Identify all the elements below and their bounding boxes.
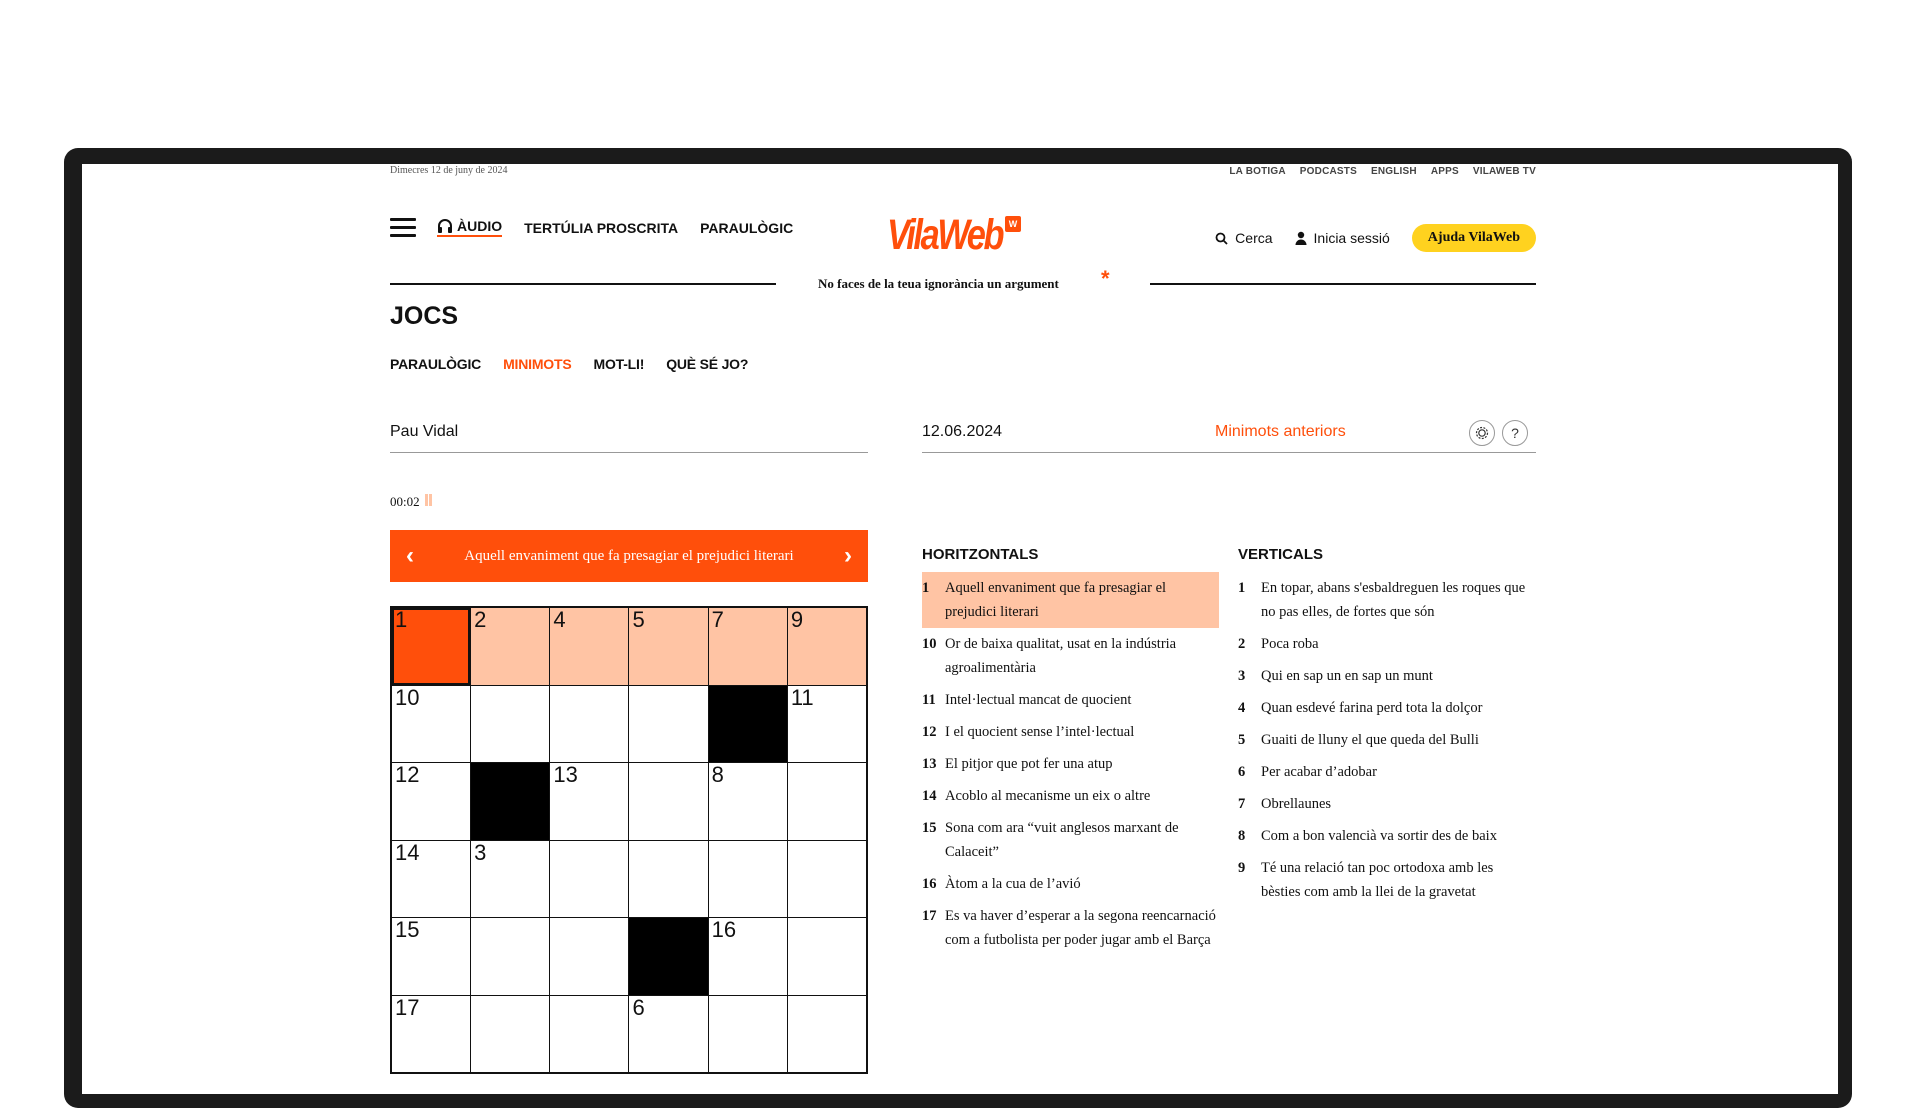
cell-number: 5 (632, 607, 645, 632)
grid-cell[interactable] (629, 996, 707, 1073)
clue-text: Per acabar d’adobar (1261, 764, 1377, 780)
clue-number: 8 (1238, 828, 1246, 844)
cell-number: 9 (790, 607, 804, 632)
nav-audio[interactable] (437, 218, 502, 237)
grid-cell-black (709, 686, 787, 763)
grid-cell[interactable] (471, 918, 549, 995)
donate-button[interactable]: Ajuda VilaWeb (1412, 224, 1536, 252)
clue-number: 1 (1238, 580, 1246, 596)
clue-item[interactable] (922, 748, 1219, 780)
puzzle-author: Pau Vidal (390, 423, 459, 440)
tab-minimots[interactable]: MINIMOTS (503, 356, 572, 372)
grid-cell[interactable] (392, 918, 470, 995)
grid-cell[interactable] (392, 996, 470, 1073)
page (390, 164, 1536, 1094)
grid-cell[interactable] (629, 686, 707, 763)
clue-text: Àtom a la cua de l’avió (945, 876, 1081, 892)
clue-number: 12 (922, 724, 937, 740)
grid-cell[interactable] (471, 686, 549, 763)
clue-number: 2 (1238, 636, 1246, 652)
clue-item[interactable] (1238, 756, 1536, 788)
clue-item[interactable] (1238, 852, 1536, 908)
clue-number: 5 (1238, 732, 1246, 748)
clue-number: 6 (1238, 764, 1246, 780)
cell-number: 10 (395, 684, 420, 710)
clue-number: 4 (1238, 700, 1246, 716)
grid-cell-black (629, 918, 707, 995)
horizontal-clues-title: HORITZONTALS (922, 546, 1039, 563)
current-date: Dimecres 12 de juny de 2024 (390, 165, 508, 176)
cell-number: 13 (553, 762, 578, 787)
vertical-clues (1238, 546, 1536, 908)
clue-item[interactable] (922, 780, 1219, 812)
clue-text: Guaiti de lluny el que queda del Bulli (1261, 732, 1479, 748)
games-tabs (390, 356, 748, 372)
user-icon (1295, 231, 1307, 245)
headphones-icon (437, 219, 453, 234)
next-clue-arrow-icon[interactable]: › (843, 542, 852, 569)
login-label: Inicia sessió (1313, 230, 1390, 246)
clue-text: Té una relació tan poc ortodoxa amb les bèsties com amb la llei de la gravetat (1261, 860, 1494, 900)
logo-text: VilaWeb (887, 211, 1003, 259)
clue-number: 3 (1238, 668, 1246, 684)
grid-cell[interactable] (550, 686, 628, 763)
clue-text: Aquell envaniment que fa presagiar el prejudici literari (945, 580, 1167, 620)
grid-cell[interactable] (788, 996, 866, 1073)
grid-cell[interactable] (709, 996, 787, 1073)
cell-number: 12 (395, 762, 420, 787)
current-clue-bar (390, 530, 868, 582)
grid-cell[interactable] (550, 996, 628, 1073)
nav-right (1215, 224, 1536, 252)
cell-number: 3 (474, 839, 487, 865)
vertical-clues-title: VERTICALS (1238, 546, 1324, 563)
top-links (1229, 166, 1536, 177)
tagline-rule-right (1150, 283, 1536, 285)
clue-text: Or de baixa qualitat, usat en la indústria agroalimentària (945, 636, 1177, 676)
crossword-grid (390, 606, 868, 1074)
timer-value: 00:02 (390, 494, 420, 509)
clue-number: 14 (922, 788, 937, 804)
timer (390, 494, 432, 510)
grid-cell[interactable] (550, 763, 628, 840)
question-icon: ? (1511, 425, 1519, 441)
grid-cell[interactable] (392, 686, 470, 763)
clue-item[interactable] (922, 900, 1219, 956)
nav-links (437, 218, 793, 237)
main-nav (390, 210, 1536, 259)
top-link-english[interactable]: ENGLISH (1370, 166, 1417, 177)
clue-number: 15 (922, 820, 937, 836)
grid-cell[interactable] (788, 686, 866, 763)
clue-number: 11 (922, 692, 936, 708)
cell-number: 6 (632, 994, 645, 1020)
clue-text: Poca roba (1261, 636, 1319, 652)
tagline-row (390, 266, 1536, 296)
clue-number: 13 (922, 756, 937, 772)
date-divider (922, 452, 1536, 453)
tab-paraulogic[interactable]: PARAULÒGIC (390, 356, 482, 372)
cell-number: 16 (711, 917, 737, 942)
clue-text: Com a bon valencià va sortir des de baix (1261, 828, 1497, 844)
clue-text: El pitjor que pot fer una atup (945, 756, 1113, 772)
top-link-podcasts[interactable]: PODCASTS (1299, 166, 1357, 177)
tab-que-se-jo[interactable]: QUÈ SÉ JO? (666, 356, 749, 372)
grid-cell[interactable] (788, 918, 866, 995)
grid-cell[interactable] (709, 841, 787, 918)
top-link-apps[interactable]: APPS (1430, 166, 1459, 177)
search-icon (1215, 232, 1228, 245)
clue-item[interactable] (1238, 788, 1536, 820)
cell-number: 7 (711, 607, 724, 632)
section-title: JOCS (390, 302, 459, 330)
clue-number: 17 (922, 908, 937, 924)
cell-number: 14 (395, 839, 420, 865)
grid-cell[interactable] (550, 841, 628, 918)
grid-cell[interactable] (629, 841, 707, 918)
grid-cell[interactable] (788, 841, 866, 918)
clue-number: 10 (922, 636, 937, 652)
top-link-vilaweb-tv[interactable]: VILAWEB TV (1472, 166, 1536, 177)
clue-text: Quan esdevé farina perd tota la dolçor (1261, 700, 1483, 716)
search-label: Cerca (1235, 230, 1273, 246)
clue-item[interactable] (1238, 820, 1536, 852)
menu-icon[interactable] (390, 218, 416, 238)
settings-button[interactable] (1469, 420, 1495, 446)
clue-item[interactable] (1238, 572, 1536, 628)
grid-cell[interactable] (709, 918, 787, 995)
clue-item[interactable] (1238, 724, 1536, 756)
clue-text: Sona com ara “vuit anglesos marxant de Calaceit” (945, 820, 1179, 860)
clue-number: 9 (1238, 860, 1246, 876)
clue-item[interactable] (922, 572, 1219, 628)
grid-cell[interactable] (550, 918, 628, 995)
login-button[interactable] (1295, 230, 1390, 246)
clue-item[interactable] (1238, 628, 1536, 660)
logo-badge: W (1005, 216, 1021, 232)
clue-text: En topar, abans s'esbaldreguen les roques que no pas elles, de fortes que són (1261, 580, 1526, 620)
clue-item[interactable] (922, 716, 1219, 748)
grid-cell[interactable] (709, 608, 787, 685)
cell-number: 11 (790, 684, 814, 710)
author-divider (390, 452, 868, 453)
search-button[interactable] (1215, 230, 1272, 246)
grid-cell[interactable] (471, 996, 549, 1073)
vilaweb-logo[interactable] (887, 210, 1031, 260)
clue-number: 7 (1238, 796, 1246, 812)
tagline-rule-left (390, 283, 776, 285)
clue-text: Es va haver d’esperar a la segona reencarnació com a futbolista per poder jugar amb el Barça (945, 908, 1216, 948)
cell-number: 8 (711, 762, 724, 787)
pause-icon[interactable] (424, 494, 432, 510)
tagline-asterisk: * (1101, 266, 1110, 291)
grid-cell[interactable] (629, 763, 707, 840)
help-button[interactable] (1502, 420, 1528, 446)
grid-cell[interactable] (471, 608, 549, 685)
grid-cell[interactable] (629, 608, 707, 685)
puzzle-date: 12.06.2024 (922, 423, 1003, 440)
cell-number: 1 (395, 607, 408, 632)
clue-item[interactable] (922, 628, 1219, 684)
clue-item[interactable] (922, 868, 1219, 900)
clue-text: Intel·lectual mancat de quocient (945, 692, 1132, 708)
cell-number: 15 (395, 917, 420, 942)
nav-paraulogic[interactable]: PARAULÒGIC (700, 219, 794, 236)
horizontal-clues (922, 546, 1219, 956)
grid-cell[interactable] (788, 608, 866, 685)
grid-cell[interactable] (392, 841, 470, 918)
previous-puzzles-link[interactable]: Minimots anteriors (1215, 423, 1346, 440)
clue-number: 16 (922, 876, 937, 892)
grid-cell[interactable] (550, 608, 628, 685)
grid-cell[interactable] (471, 841, 549, 918)
grid-cell-black (471, 763, 549, 840)
tagline: No faces de la teua ignorància un argument (818, 276, 1059, 291)
tab-mot-li[interactable]: MOT-LI! (593, 356, 645, 372)
prev-clue-arrow-icon[interactable]: ‹ (406, 542, 414, 569)
top-link-botiga[interactable]: LA BOTIGA (1229, 166, 1286, 177)
clue-number: 1 (922, 580, 930, 596)
nav-audio-label: ÀUDIO (457, 218, 503, 234)
cell-number: 17 (395, 994, 420, 1020)
browser-screen (82, 164, 1838, 1094)
grid-cell[interactable] (788, 763, 866, 840)
grid-cell[interactable] (392, 763, 470, 840)
clue-text: I el quocient sense l’intel·lectual (945, 724, 1135, 740)
top-bar (390, 164, 1536, 180)
clue-item[interactable] (922, 684, 1219, 716)
nav-tertulia[interactable]: TERTÚLIA PROSCRITA (524, 219, 679, 236)
clue-item[interactable] (1238, 692, 1536, 724)
clue-text: Obrellaunes (1261, 796, 1332, 812)
cell-number: 2 (474, 607, 487, 632)
clue-item[interactable] (922, 812, 1219, 868)
gear-icon (1474, 425, 1490, 441)
cell-number: 4 (553, 607, 566, 632)
clue-text: Acoblo al mecanisme un eix o altre (945, 788, 1151, 804)
grid-cell[interactable] (392, 608, 470, 685)
clue-text: Qui en sap un en sap un munt (1261, 668, 1433, 684)
grid-cell[interactable] (709, 763, 787, 840)
clue-item[interactable] (1238, 660, 1536, 692)
current-clue-text: Aquell envaniment que fa presagiar el prejudici literari (464, 547, 794, 564)
